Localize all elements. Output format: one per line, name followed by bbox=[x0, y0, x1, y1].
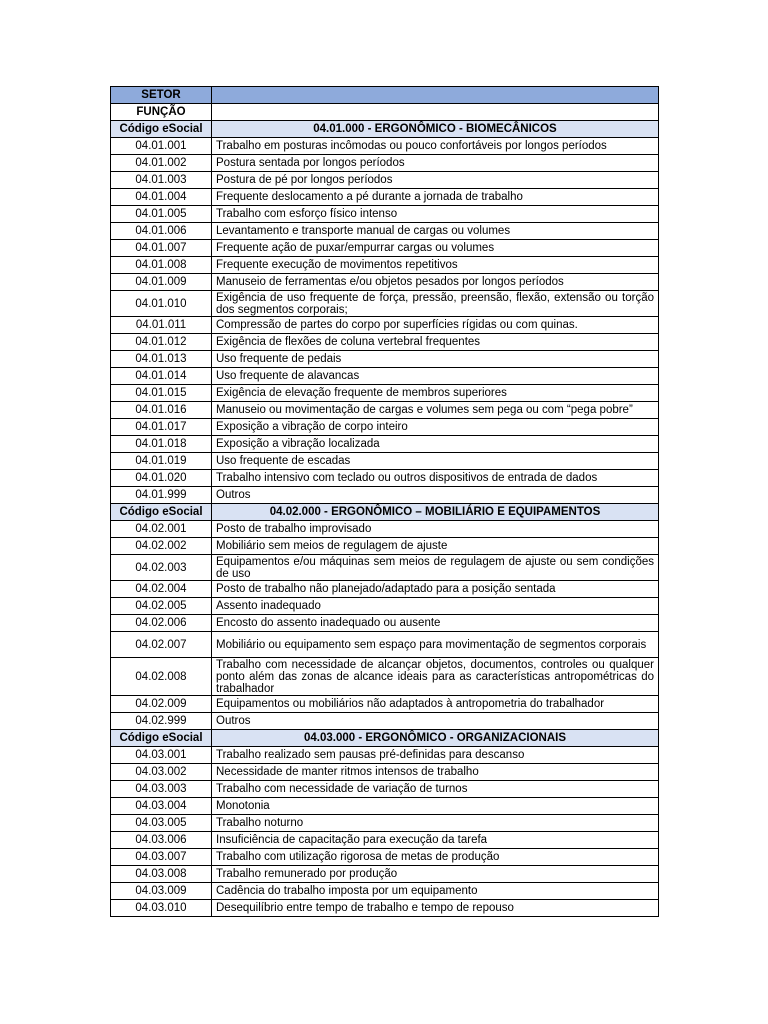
risk-description: Trabalho com esforço físico intenso bbox=[212, 206, 659, 223]
funcao-row bbox=[111, 104, 659, 121]
risk-description: Insuficiência de capacitação para execução da tarefa bbox=[212, 832, 659, 849]
risk-description: Posto de trabalho não planejado/adaptado para a posição sentada bbox=[212, 581, 659, 598]
risk-description: Outros bbox=[212, 713, 659, 730]
risk-description: Uso frequente de alavancas bbox=[212, 368, 659, 385]
risk-code: 04.01.005 bbox=[111, 206, 212, 223]
risk-description: Trabalho intensivo com teclado ou outros dispositivos de entrada de dados bbox=[212, 470, 659, 487]
risk-code: 04.01.016 bbox=[111, 402, 212, 419]
table-row bbox=[111, 385, 659, 402]
section-header-row bbox=[111, 730, 659, 747]
table-row bbox=[111, 615, 659, 632]
risk-description: Postura de pé por longos períodos bbox=[212, 172, 659, 189]
table-row bbox=[111, 402, 659, 419]
table-row bbox=[111, 206, 659, 223]
risk-description: Equipamentos ou mobiliários não adaptados à antropometria do trabalhador bbox=[212, 696, 659, 713]
table-row bbox=[111, 317, 659, 334]
risk-description: Cadência do trabalho imposta por um equipamento bbox=[212, 883, 659, 900]
table-row bbox=[111, 291, 659, 317]
risk-code: 04.02.001 bbox=[111, 521, 212, 538]
risk-code: 04.01.004 bbox=[111, 189, 212, 206]
table-row bbox=[111, 521, 659, 538]
risk-code: 04.01.017 bbox=[111, 419, 212, 436]
risk-code: 04.01.003 bbox=[111, 172, 212, 189]
risk-code: 04.02.004 bbox=[111, 581, 212, 598]
table-row bbox=[111, 436, 659, 453]
risk-description: Frequente deslocamento a pé durante a jornada de trabalho bbox=[212, 189, 659, 206]
risk-table bbox=[110, 86, 659, 917]
risk-description: Manuseio ou movimentação de cargas e volumes sem pega ou com “pega pobre” bbox=[212, 402, 659, 419]
setor-row bbox=[111, 87, 659, 104]
table-row bbox=[111, 832, 659, 849]
table-row bbox=[111, 696, 659, 713]
risk-description: Exposição a vibração de corpo inteiro bbox=[212, 419, 659, 436]
risk-description: Compressão de partes do corpo por superfícies rígidas ou com quinas. bbox=[212, 317, 659, 334]
risk-code: 04.02.006 bbox=[111, 615, 212, 632]
risk-code: 04.01.999 bbox=[111, 487, 212, 504]
funcao-label: FUNÇÃO bbox=[111, 104, 212, 121]
risk-code: 04.02.003 bbox=[111, 555, 212, 581]
table-row bbox=[111, 453, 659, 470]
table-row bbox=[111, 487, 659, 504]
risk-code: 04.02.009 bbox=[111, 696, 212, 713]
risk-code: 04.03.008 bbox=[111, 866, 212, 883]
table-row bbox=[111, 713, 659, 730]
table-row bbox=[111, 351, 659, 368]
risk-code: 04.02.008 bbox=[111, 658, 212, 696]
risk-description: Trabalho com necessidade de variação de turnos bbox=[212, 781, 659, 798]
table-row bbox=[111, 240, 659, 257]
table-row bbox=[111, 334, 659, 351]
risk-code: 04.03.006 bbox=[111, 832, 212, 849]
table-row bbox=[111, 581, 659, 598]
risk-description: Equipamentos e/ou máquinas sem meios de regulagem de ajuste ou sem condições de uso bbox=[212, 555, 659, 581]
setor-value bbox=[212, 87, 659, 104]
risk-description: Trabalho com utilização rigorosa de metas de produção bbox=[212, 849, 659, 866]
table-row bbox=[111, 900, 659, 917]
risk-code: 04.01.006 bbox=[111, 223, 212, 240]
risk-code: 04.01.013 bbox=[111, 351, 212, 368]
risk-code: 04.03.010 bbox=[111, 900, 212, 917]
section-title: 04.03.000 - ERGONÔMICO - ORGANIZACIONAIS bbox=[212, 730, 659, 747]
risk-code: 04.01.012 bbox=[111, 334, 212, 351]
risk-table-body bbox=[111, 87, 659, 917]
risk-description: Desequilíbrio entre tempo de trabalho e tempo de repouso bbox=[212, 900, 659, 917]
risk-description: Uso frequente de pedais bbox=[212, 351, 659, 368]
code-column-header: Código eSocial bbox=[111, 730, 212, 747]
table-row bbox=[111, 866, 659, 883]
section-title: 04.01.000 - ERGONÔMICO - BIOMECÂNICOS bbox=[212, 121, 659, 138]
risk-code: 04.01.008 bbox=[111, 257, 212, 274]
risk-description: Assento inadequado bbox=[212, 598, 659, 615]
table-row bbox=[111, 764, 659, 781]
risk-description: Manuseio de ferramentas e/ou objetos pesados por longos períodos bbox=[212, 274, 659, 291]
risk-description: Frequente execução de movimentos repetitivos bbox=[212, 257, 659, 274]
risk-description: Necessidade de manter ritmos intensos de trabalho bbox=[212, 764, 659, 781]
risk-code: 04.01.020 bbox=[111, 470, 212, 487]
table-row bbox=[111, 368, 659, 385]
risk-code: 04.02.007 bbox=[111, 632, 212, 658]
risk-description: Mobiliário ou equipamento sem espaço para movimentação de segmentos corporais bbox=[212, 632, 659, 658]
risk-code: 04.03.002 bbox=[111, 764, 212, 781]
risk-code: 04.01.014 bbox=[111, 368, 212, 385]
risk-code: 04.01.009 bbox=[111, 274, 212, 291]
risk-description: Exigência de uso frequente de força, pressão, preensão, flexão, extensão ou torção dos segmentos corporais; bbox=[212, 291, 659, 317]
table-row bbox=[111, 257, 659, 274]
risk-description: Exposição a vibração localizada bbox=[212, 436, 659, 453]
risk-description: Frequente ação de puxar/empurrar cargas ou volumes bbox=[212, 240, 659, 257]
risk-description: Trabalho com necessidade de alcançar objetos, documentos, controles ou qualquer ponto além das zonas de alcance ideais para as características antropométricas do trabalhador bbox=[212, 658, 659, 696]
risk-code: 04.01.002 bbox=[111, 155, 212, 172]
table-row bbox=[111, 658, 659, 696]
risk-code: 04.01.010 bbox=[111, 291, 212, 317]
table-row bbox=[111, 555, 659, 581]
risk-code: 04.01.015 bbox=[111, 385, 212, 402]
section-header-row bbox=[111, 121, 659, 138]
table-row bbox=[111, 747, 659, 764]
risk-code: 04.02.005 bbox=[111, 598, 212, 615]
risk-description: Exigência de elevação frequente de membros superiores bbox=[212, 385, 659, 402]
risk-code: 04.01.001 bbox=[111, 138, 212, 155]
risk-code: 04.03.007 bbox=[111, 849, 212, 866]
section-title: 04.02.000 - ERGONÔMICO – MOBILIÁRIO E EQUIPAMENTOS bbox=[212, 504, 659, 521]
table-row bbox=[111, 189, 659, 206]
risk-description: Trabalho em posturas incômodas ou pouco confortáveis por longos períodos bbox=[212, 138, 659, 155]
table-row bbox=[111, 155, 659, 172]
setor-label: SETOR bbox=[111, 87, 212, 104]
risk-code: 04.03.001 bbox=[111, 747, 212, 764]
table-row bbox=[111, 849, 659, 866]
funcao-value bbox=[212, 104, 659, 121]
table-row bbox=[111, 781, 659, 798]
risk-description: Trabalho realizado sem pausas pré-definidas para descanso bbox=[212, 747, 659, 764]
table-row bbox=[111, 138, 659, 155]
risk-code: 04.02.002 bbox=[111, 538, 212, 555]
risk-description: Exigência de flexões de coluna vertebral frequentes bbox=[212, 334, 659, 351]
table-row bbox=[111, 274, 659, 291]
risk-code: 04.01.011 bbox=[111, 317, 212, 334]
risk-description: Outros bbox=[212, 487, 659, 504]
risk-description: Mobiliário sem meios de regulagem de ajuste bbox=[212, 538, 659, 555]
code-column-header: Código eSocial bbox=[111, 504, 212, 521]
table-row bbox=[111, 798, 659, 815]
risk-description: Trabalho remunerado por produção bbox=[212, 866, 659, 883]
risk-description: Monotonia bbox=[212, 798, 659, 815]
section-header-row bbox=[111, 504, 659, 521]
risk-description: Encosto do assento inadequado ou ausente bbox=[212, 615, 659, 632]
table-row bbox=[111, 538, 659, 555]
risk-code: 04.03.009 bbox=[111, 883, 212, 900]
risk-code: 04.01.018 bbox=[111, 436, 212, 453]
risk-description: Levantamento e transporte manual de cargas ou volumes bbox=[212, 223, 659, 240]
risk-code: 04.03.004 bbox=[111, 798, 212, 815]
table-row bbox=[111, 815, 659, 832]
risk-description: Postura sentada por longos períodos bbox=[212, 155, 659, 172]
table-row bbox=[111, 419, 659, 436]
table-row bbox=[111, 632, 659, 658]
table-row bbox=[111, 470, 659, 487]
table-row bbox=[111, 883, 659, 900]
risk-description: Posto de trabalho improvisado bbox=[212, 521, 659, 538]
table-row bbox=[111, 223, 659, 240]
risk-code: 04.02.999 bbox=[111, 713, 212, 730]
risk-description: Uso frequente de escadas bbox=[212, 453, 659, 470]
risk-code: 04.01.007 bbox=[111, 240, 212, 257]
table-row bbox=[111, 172, 659, 189]
risk-description: Trabalho noturno bbox=[212, 815, 659, 832]
table-row bbox=[111, 598, 659, 615]
risk-code: 04.03.003 bbox=[111, 781, 212, 798]
risk-code: 04.03.005 bbox=[111, 815, 212, 832]
code-column-header: Código eSocial bbox=[111, 121, 212, 138]
risk-code: 04.01.019 bbox=[111, 453, 212, 470]
